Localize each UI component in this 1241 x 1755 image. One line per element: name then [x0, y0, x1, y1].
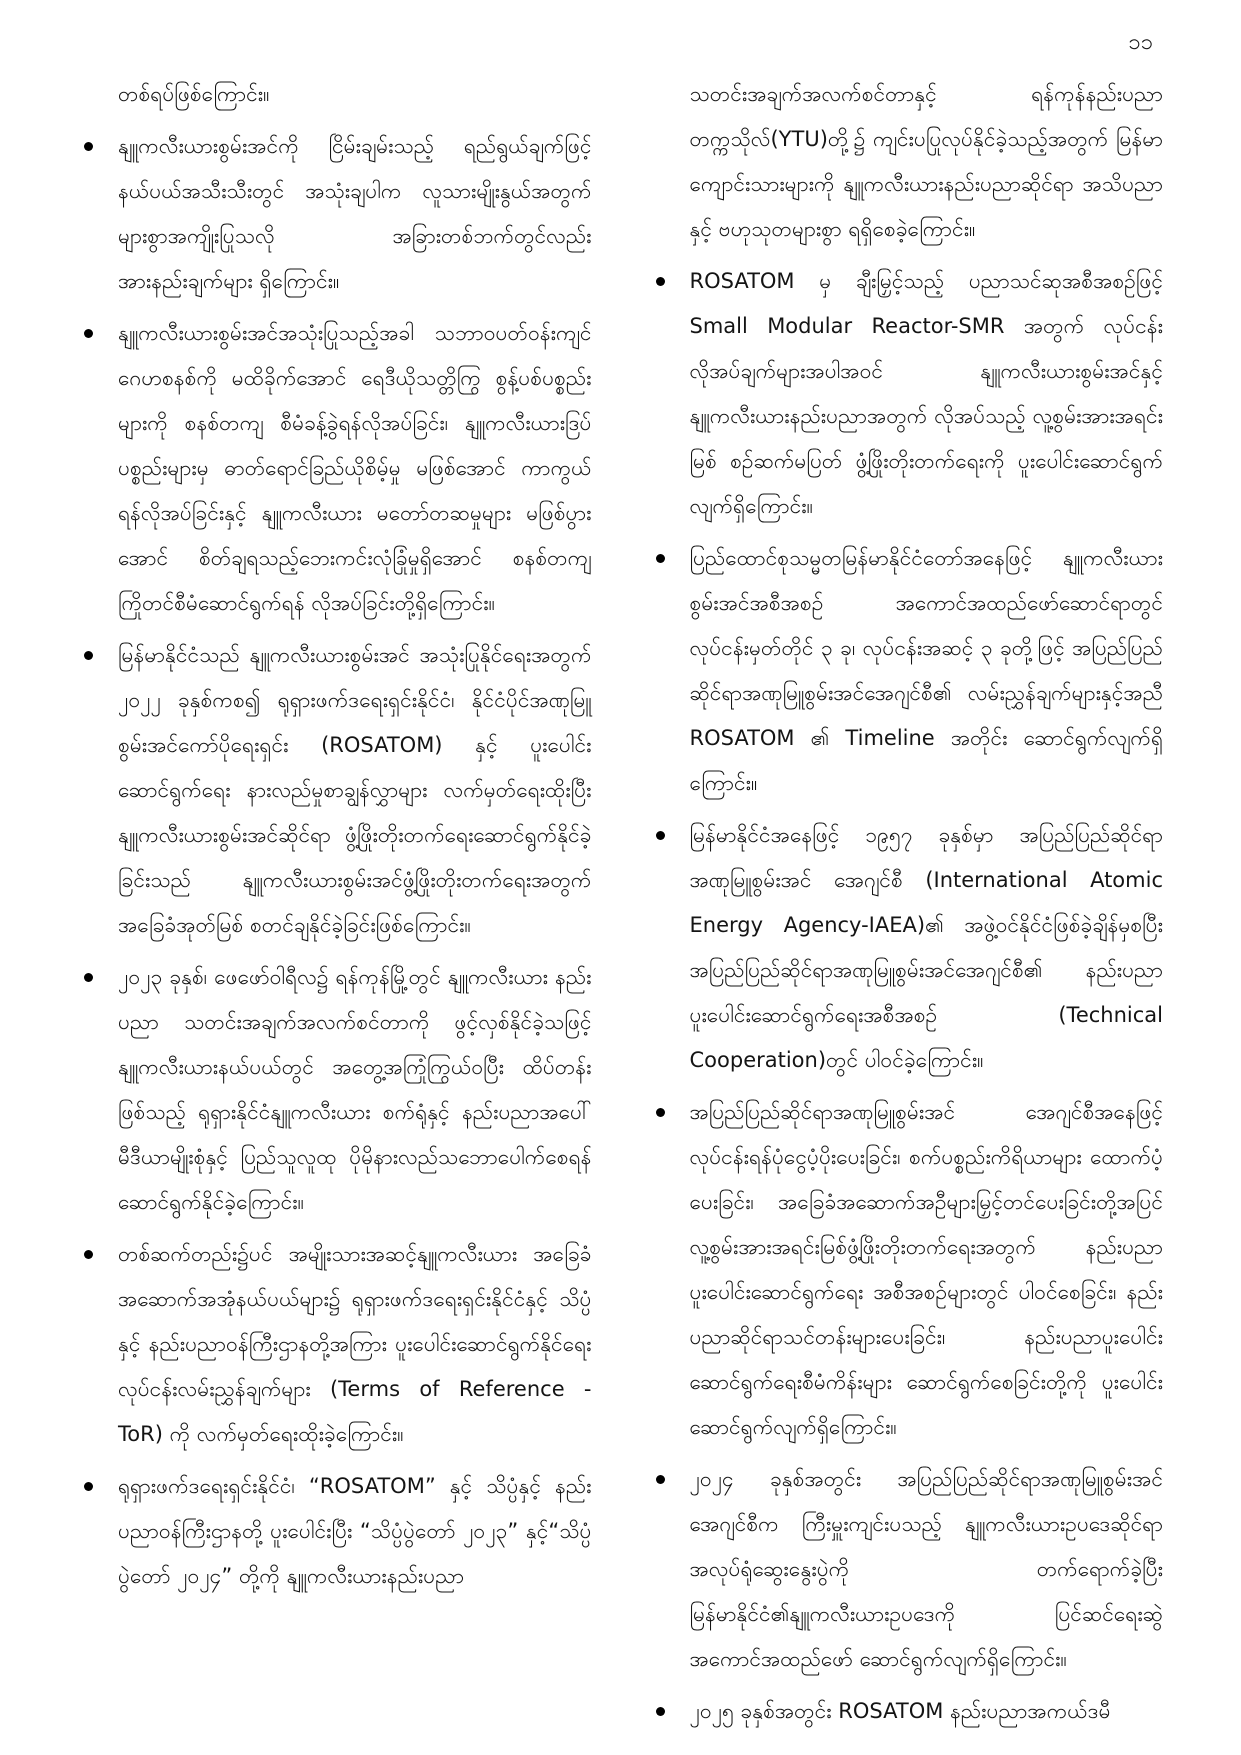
bullet-marker	[656, 813, 690, 840]
bullet-icon	[656, 1108, 665, 1117]
page-number: ၁၁	[1128, 30, 1153, 55]
list-item	[656, 1457, 1164, 1682]
bullet-icon	[656, 554, 665, 563]
bullet-icon	[84, 973, 93, 982]
bullet-icon	[84, 1250, 93, 1259]
bullet-icon	[656, 1475, 665, 1484]
bullet-icon	[84, 329, 93, 338]
paragraph-text: ၂၀၂၄ ခုနှစ်အတွင်း အပြည်ပြည်ဆိုင်ရာအဏုမြူစွမ်းအင်အေဂျင်စီက ကြီးမှူးကျင်းပသည့် နျူကလီးယားဥပဒေဆိုင်ရာ အလုပ်ရုံဆွေးနွေးပွဲကို တက်ရောက်ခဲ့ပြီး မြန်မာနိုင်ငံ၏နျူကလီးယားဥပဒေကို ပြင်ဆင်ရေးဆွဲအကောင်အထည်ဖော် ဆောင်ရွက်လျက်ရှိကြောင်း။	[689, 1467, 1163, 1671]
bullet-marker	[84, 311, 118, 338]
bullet-marker	[656, 1090, 690, 1117]
list-item	[84, 955, 592, 1225]
bullet-icon	[84, 651, 93, 660]
bullet-marker	[84, 1232, 118, 1259]
list-item	[656, 1689, 1164, 1734]
bullet-marker	[84, 633, 118, 660]
bullet-marker	[656, 259, 690, 286]
paragraph-text: မြန်မာနိုင်ငံအနေဖြင့် ၁၉၅၇ ခုနှစ်မှာ အပြည်ပြည်ဆိုင်ရာအဏုမြူစွမ်းအင် အေဂျင်စီ (International Atomic Energy Agency-IAEA)၏ အဖွဲ့ဝင်နိုင်ငံဖြစ်ခဲ့ချိန်မှစပြီး အပြည်ပြည်ဆိုင်ရာအဏုမြူစွမ်းအင်အေဂျင်စီ၏ နည်းပညာ ပူးပေါင်းဆောင်ရွက်ရေးအစီအစဉ် (Technical Cooperation)တွင် ပါဝင်ခဲ့ကြောင်း။	[689, 823, 1163, 1072]
list-item	[84, 124, 592, 304]
list-item	[84, 72, 592, 117]
bullet-marker	[84, 1464, 118, 1491]
paragraph-text: ၂၀၂၅ ခုနှစ်အတွင်း ROSATOM နည်းပညာအကယ်ဒမီ	[689, 1699, 1111, 1723]
list-item	[656, 72, 1164, 252]
paragraph-text: ၂၀၂၃ ခုနှစ်၊ ဖေဖော်ဝါရီလ၌ ရန်ကုန်မြို့တွင် နျူကလီးယား နည်းပညာ သတင်းအချက်အလက်စင်တာကို ဖွင့်လှစ်နိုင်ခဲ့သဖြင့် နျူကလီးယားနယ်ပယ်တွင် အတွေ့အကြုံကြွယ်ဝပြီး ထိပ်တန်းဖြစ်သည့် ရုရှားနိုင်ငံနျူကလီးယား စက်ရုံနှင့် နည်းပညာအပေါ် မီဒီယာမျိုးစုံနှင့် ပြည်သူလူထု ပိုမိုနားလည်သဘောပေါက်စေရန် ဆောင်ရွက်နိုင်ခဲ့ကြောင်း။	[118, 965, 592, 1214]
two-column-layout	[84, 72, 1163, 1741]
bullet-icon	[84, 1482, 93, 1491]
bullet-icon	[84, 142, 93, 151]
bullet-marker	[656, 72, 690, 90]
bullet-marker	[84, 72, 118, 90]
paragraph-text: ရုရှားဖက်ဒရေးရှင်းနိုင်ငံ၊ “ROSATOM” နှင့် သိပ္ပံနှင့် နည်းပညာဝန်ကြီးဌာနတို့ ပူးပေါင်းပြီး “သိပ္ပံပွဲတော် ၂၀၂၃” နှင့်“သိပ္ပံပွဲတော် ၂၀၂၄” တို့ကို နျူကလီးယားနည်းပညာ	[118, 1474, 592, 1588]
bullet-icon	[656, 1707, 665, 1716]
list-item	[84, 633, 592, 948]
left-column	[84, 72, 592, 1606]
paragraph-text: နျူကလီးယားစွမ်းအင်ကို ငြိမ်းချမ်းသည့် ရည်ရွယ်ချက်ဖြင့် နယ်ပယ်အသီးသီးတွင် အသုံးချပါက လူသားမျိုးနွယ်အတွက် များစွာအကျိုးပြုသလို အခြားတစ်ဘက်တွင်လည်း အားနည်းချက်များ ရှိကြောင်း။	[118, 134, 592, 293]
right-column	[656, 72, 1164, 1741]
paragraph-text: တစ်ဆက်တည်း၌ပင် အမျိုးသားအဆင့်နျူကလီးယား အခြေခံအဆောက်အအုံနယ်ပယ်များ၌ ရုရှားဖက်ဒရေးရှင်းနိုင်ငံနှင့် သိပ္ပံနှင့် နည်းပညာဝန်ကြီးဌာနတို့အကြား ပူးပေါင်းဆောင်ရွက်နိုင်ရေး လုပ်ငန်းလမ်းညွှန်ချက်များ (Terms of Reference - ToR) ကို လက်မှတ်ရေးထိုးခဲ့ကြောင်း။	[118, 1242, 592, 1446]
bullet-icon	[656, 831, 665, 840]
paragraph-text: တစ်ရပ်ဖြစ်ကြောင်း။	[118, 82, 270, 106]
list-item	[656, 259, 1164, 529]
list-item	[84, 311, 592, 626]
list-item	[656, 536, 1164, 806]
list-item	[656, 813, 1164, 1083]
bullet-marker	[656, 1457, 690, 1484]
paragraph-text: ROSATOM မှ ချီးမြှင့်သည့် ပညာသင်ဆုအစီအစဉ်ဖြင့် Small Modular Reactor-SMR အတွက် လုပ်ငန်းလိုအပ်ချက်များအပါအဝင် နျူကလီးယားစွမ်းအင်နှင့် နျူကလီးယားနည်းပညာအတွက် လိုအပ်သည့် လူ့စွမ်းအားအရင်းမြစ် စဉ်ဆက်မပြတ် ဖွံ့ဖြိုးတိုးတက်ရေးကို ပူးပေါင်းဆောင်ရွက်လျက်ရှိကြောင်း။	[689, 269, 1163, 518]
bullet-marker	[84, 955, 118, 982]
bullet-marker	[84, 124, 118, 151]
paragraph-text: နျူကလီးယားစွမ်းအင်အသုံးပြုသည့်အခါ သဘာဝပတ်ဝန်းကျင်ဂေဟစနစ်ကို မထိခိုက်အောင် ရေဒီယိုသတ္တိကြွ စွန့်ပစ်ပစ္စည်းများကို စနစ်တကျ စီမံခန့်ခွဲရန်လိုအပ်ခြင်း၊ နျူကလီးယားဒြပ်ပစ္စည်းများမှ ဓာတ်ရောင်ခြည်ယိုစိမ့်မှု မဖြစ်အောင် ကာကွယ်ရန်လိုအပ်ခြင်းနှင့် နျူကလီးယား မတော်တဆမှုများ မဖြစ်ပွားအောင် စိတ်ချရသည့်ဘေးကင်းလုံခြုံမှုရှိအောင် စနစ်တကျ ကြိုတင်စီမံဆောင်ရွက်ရန် လိုအပ်ခြင်းတို့ရှိကြောင်း။	[118, 321, 592, 615]
paragraph-text: အပြည်ပြည်ဆိုင်ရာအဏုမြူစွမ်းအင် အေဂျင်စီအနေဖြင့် လုပ်ငန်းရန်ပုံငွေပံ့ပိုးပေးခြင်း၊ စက်ပစ္စည်းကိရိယာများ ထောက်ပံ့ပေးခြင်း၊ အခြေခံအဆောက်အဦများမြှင့်တင်ပေးခြင်းတို့အပြင် လူ့စွမ်းအားအရင်းမြစ်ဖွံ့ဖြိုးတိုးတက်ရေးအတွက် နည်းပညာ ပူးပေါင်းဆောင်ရွက်ရေး အစီအစဉ်များတွင် ပါဝင်စေခြင်း၊ နည်းပညာဆိုင်ရာသင်တန်းများပေးခြင်း၊ နည်းပညာပူးပေါင်းဆောင်ရွက်ရေးစီမံကိန်းများ ဆောင်ရွက်စေခြင်းတို့ကို ပူးပေါင်းဆောင်ရွက်လျက်ရှိကြောင်း။	[689, 1100, 1163, 1439]
bullet-icon	[656, 277, 665, 286]
bullet-marker	[656, 536, 690, 563]
paragraph-text: ပြည်ထောင်စုသမ္မတမြန်မာနိုင်ငံတော်အနေဖြင့် နျူကလီးယားစွမ်းအင်အစီအစဉ် အကောင်အထည်ဖော်ဆောင်ရာတွင် လုပ်ငန်းမှတ်တိုင် ၃ ခု၊ လုပ်ငန်းအဆင့် ၃ ခုတို့ဖြင့် အပြည်ပြည်ဆိုင်ရာအဏုမြူစွမ်းအင်အေဂျင်စီ၏ လမ်းညွှန်ချက်များနှင့်အညီ ROSATOM ၏ Timeline အတိုင်း ဆောင်ရွက်လျက်ရှိကြောင်း။	[689, 546, 1163, 795]
bullet-marker	[656, 1689, 690, 1716]
paragraph-text: မြန်မာနိုင်ငံသည် နျူကလီးယားစွမ်းအင် အသုံးပြုနိုင်ရေးအတွက် ၂၀၂၂ ခုနှစ်ကစ၍ ရုရှားဖက်ဒရေးရှင်းနိုင်ငံ၊ နိုင်ငံပိုင်အဏုမြူစွမ်းအင်ကော်ပိုရေးရှင်း (ROSATOM) နှင့် ပူးပေါင်းဆောင်ရွက်ရေး နားလည်မှုစာချွန်လွှာများ လက်မှတ်ရေးထိုးပြီး နျူကလီးယားစွမ်းအင်ဆိုင်ရာ ဖွံ့ဖြိုးတိုးတက်ရေးဆောင်ရွက်နိုင်ခဲ့ခြင်းသည် နျူကလီးယားစွမ်းအင်ဖွံ့ဖြိုးတိုးတက်ရေးအတွက် အခြေခံအုတ်မြစ် စတင်ချနိုင်ခဲ့ခြင်းဖြစ်ကြောင်း။	[118, 643, 592, 937]
list-item	[84, 1232, 592, 1457]
paragraph-text: သတင်းအချက်အလက်စင်တာနှင့် ရန်ကုန်နည်းပညာ တက္ကသိုလ်(YTU)တို့၌ ကျင်းပပြုလုပ်နိုင်ခဲ့သည့်အတွက် မြန်မာကျောင်းသားများကို နျူကလီးယားနည်းပညာဆိုင်ရာ အသိပညာနှင့် ဗဟုသုတများစွာ ရရှိစေခဲ့ကြောင်း။	[689, 82, 1163, 241]
list-item	[84, 1464, 592, 1599]
list-item	[656, 1090, 1164, 1450]
